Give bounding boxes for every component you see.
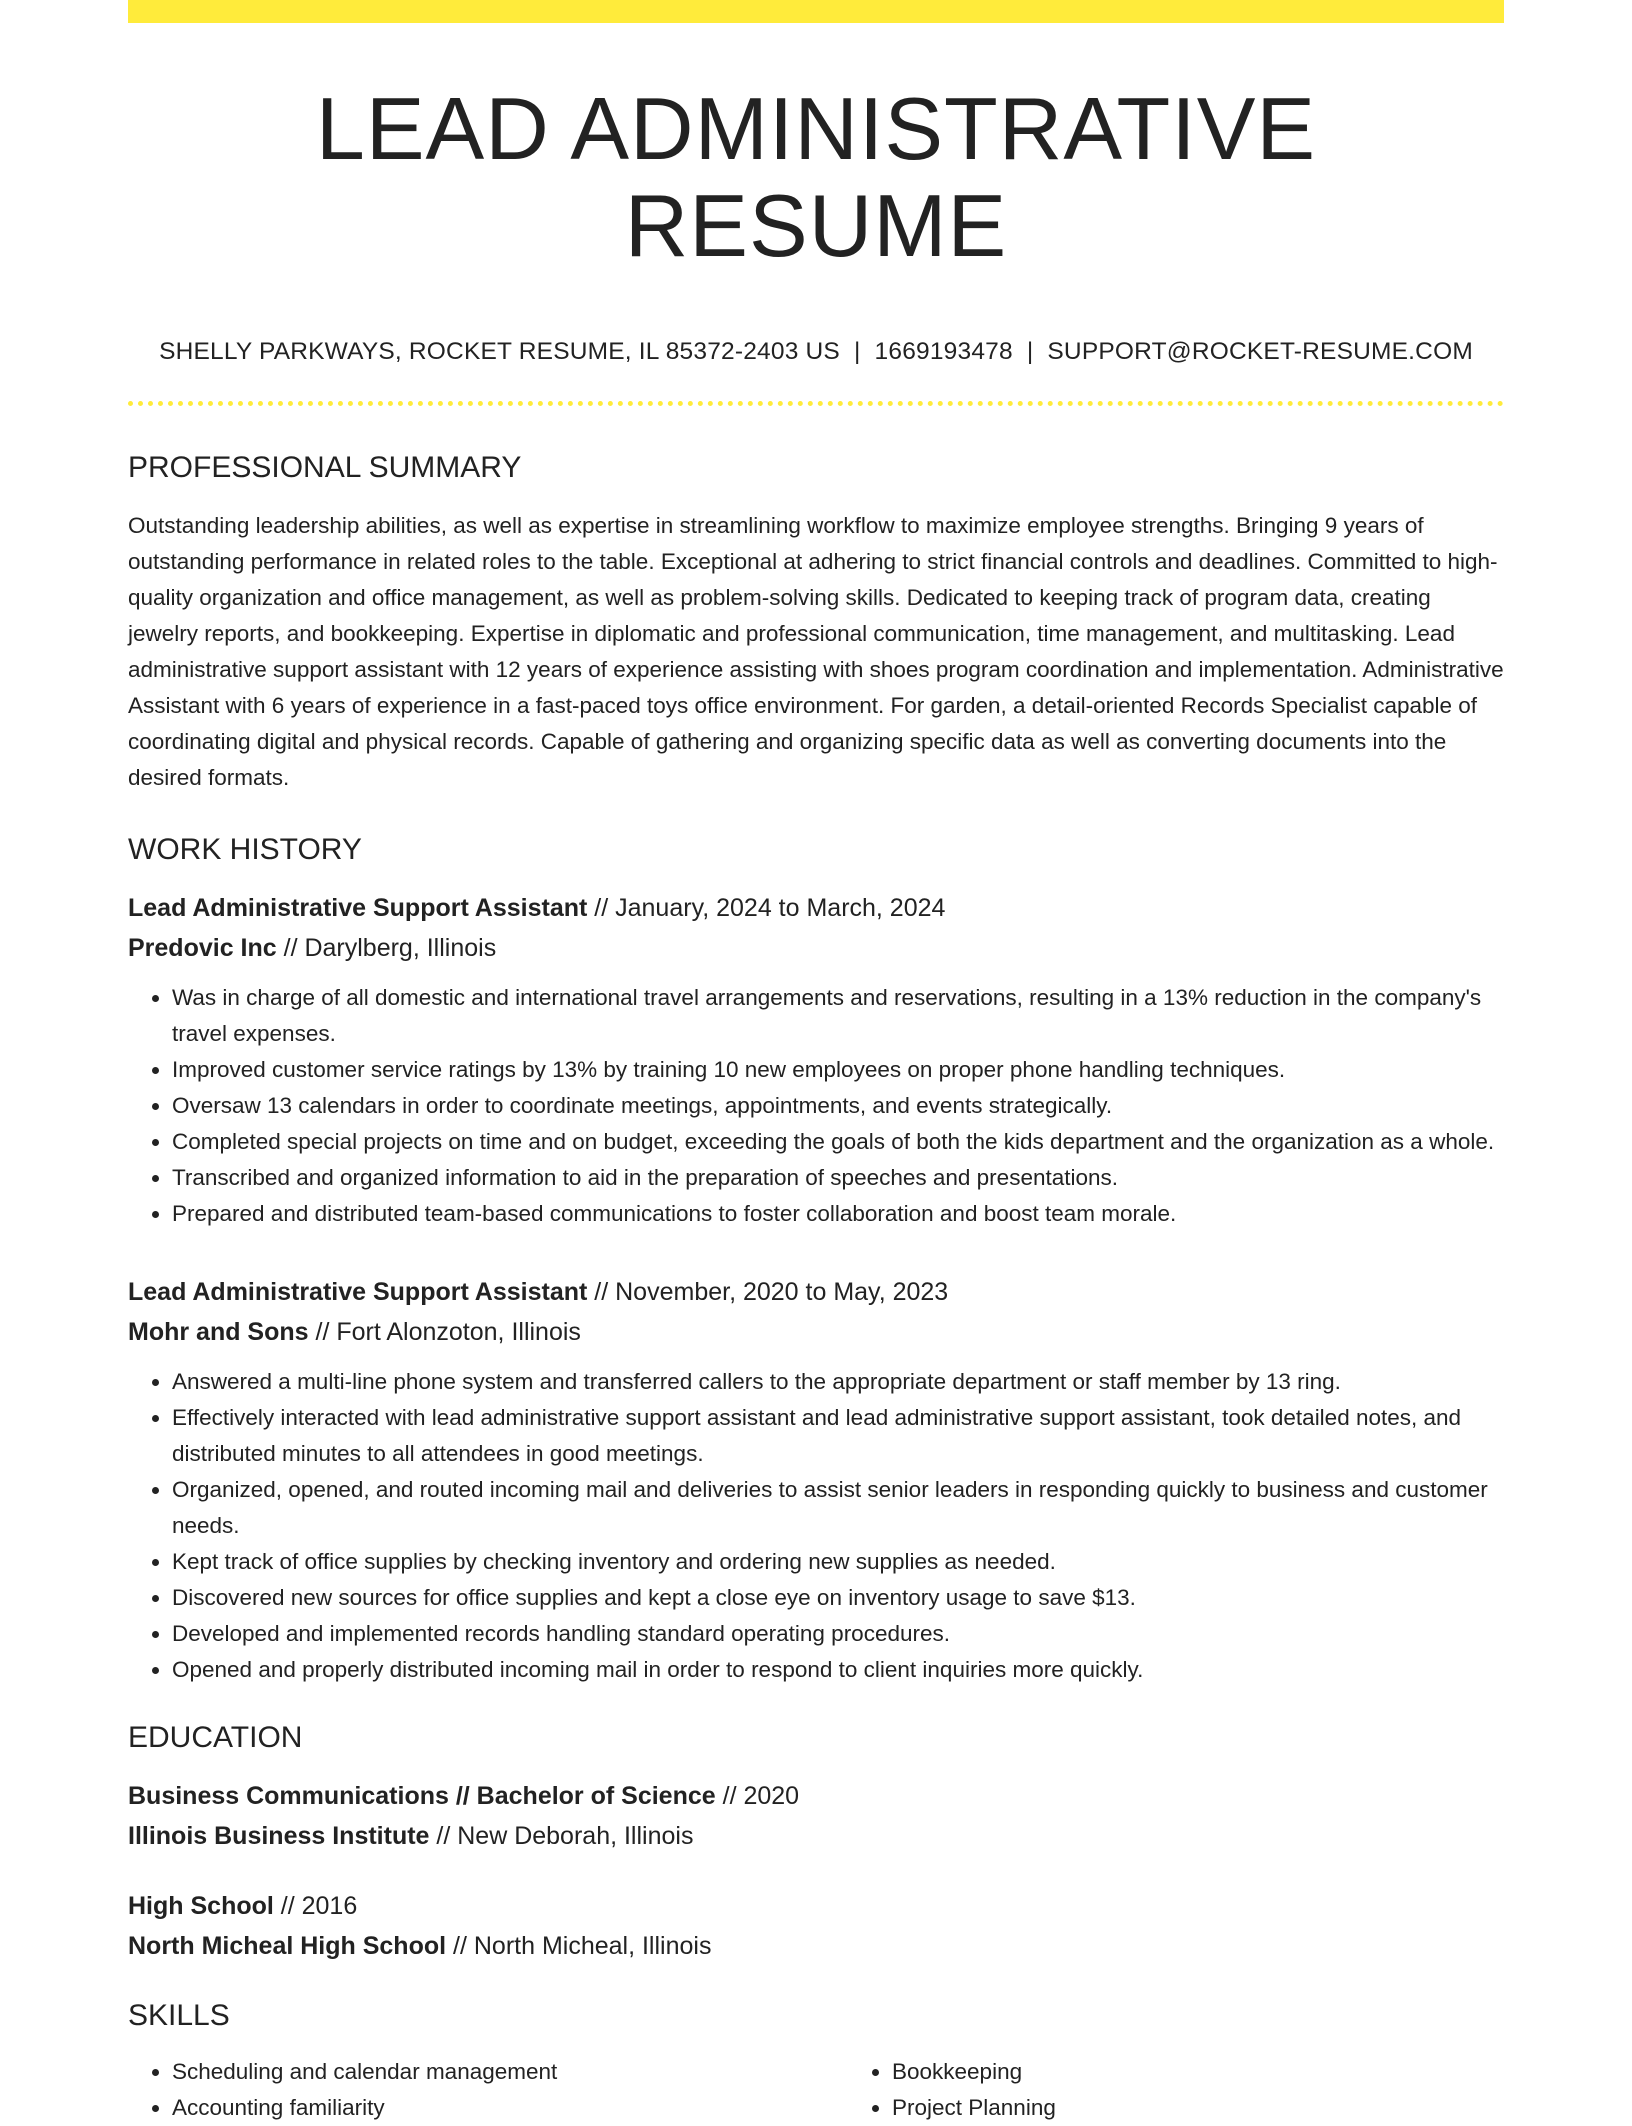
list-item: • Answered a multi-line phone system and transferred callers to the appropriate department or staff member by 13 ring. (172, 1364, 1504, 1400)
skill-item: • Project Planning (892, 2090, 1492, 2126)
education-heading: EDUCATION (128, 1720, 303, 1754)
list-item: • Effectively interacted with lead administrative support assistant and lead administrative support assistant, took detailed notes, and distributed minutes to all attendees in good meetings. (172, 1400, 1504, 1472)
skill-item: • Scheduling and calendar management (172, 2054, 848, 2090)
contact-address: SHELLY PARKWAYS, ROCKET RESUME, IL 85372-2403 US (159, 337, 840, 365)
list-item: • Was in charge of all domestic and international travel arrangements and reservations, resulting in a 13% reduction in the company's travel expenses. (172, 980, 1504, 1052)
job-company-line (128, 928, 1504, 968)
job-company: Predovic Inc (128, 933, 277, 962)
skills-heading: SKILLS (128, 1998, 230, 2032)
accent-top-bar (128, 0, 1504, 23)
education-degree-line (128, 1776, 1504, 1816)
education-entry (128, 1886, 1504, 1966)
job-bullet-list (128, 980, 1504, 1232)
skill-item: • Accounting familiarity (172, 2090, 848, 2126)
list-item: • Completed special projects on time and on budget, exceeding the goals of both the kids department and the organization as a whole. (172, 1124, 1504, 1160)
education-location: // New Deborah, Illinois (429, 1821, 694, 1850)
list-item: • Organized, opened, and routed incoming mail and deliveries to assist senior leaders in responding quickly to business and customer needs. (172, 1472, 1504, 1544)
education-school-line (128, 1926, 1504, 1966)
education-degree-line (128, 1886, 1504, 1926)
contact-phone: 1669193478 (874, 337, 1013, 365)
job-entry (128, 1272, 1504, 1352)
education-school-line (128, 1816, 1504, 1856)
job-dates: // November, 2020 to May, 2023 (587, 1277, 949, 1306)
job-title: Lead Administrative Support Assistant (128, 1277, 588, 1306)
job-location: // Fort Alonzoton, Illinois (308, 1317, 581, 1346)
job-title-line (128, 888, 1504, 928)
list-item: • Transcribed and organized information to aid in the preparation of speeches and presentations. (172, 1160, 1504, 1196)
job-company: Mohr and Sons (128, 1317, 309, 1346)
education-year: // 2020 (715, 1781, 800, 1810)
education-location: // North Micheal, Illinois (446, 1931, 712, 1960)
job-title: Lead Administrative Support Assistant (128, 893, 588, 922)
contact-email: SUPPORT@ROCKET-RESUME.COM (1047, 337, 1473, 365)
list-item: • Kept track of office supplies by checking inventory and ordering new supplies as needed. (172, 1544, 1504, 1580)
education-degree: High School (128, 1891, 274, 1920)
resume-page (128, 0, 1504, 2126)
job-company-line (128, 1312, 1504, 1352)
dotted-divider (128, 401, 1504, 406)
skills-grid (128, 2054, 1504, 2126)
education-degree: Business Communications // Bachelor of Science (128, 1781, 716, 1810)
education-school: Illinois Business Institute (128, 1821, 430, 1850)
skill-item: • Bookkeeping (892, 2054, 1492, 2090)
job-bullet-list (128, 1364, 1504, 1688)
list-item: • Improved customer service ratings by 13% by training 10 new employees on proper phone handling techniques. (172, 1052, 1504, 1088)
list-item: • Oversaw 13 calendars in order to coordinate meetings, appointments, and events strategically. (172, 1088, 1504, 1124)
job-entry (128, 888, 1504, 968)
list-item: • Prepared and distributed team-based communications to foster collaboration and boost team morale. (172, 1196, 1504, 1232)
job-dates: // January, 2024 to March, 2024 (587, 893, 946, 922)
summary-heading: PROFESSIONAL SUMMARY (128, 450, 522, 484)
skills-list-right (848, 2054, 1492, 2126)
education-school: North Micheal High School (128, 1931, 447, 1960)
list-item: • Opened and properly distributed incoming mail in order to respond to client inquiries more quickly. (172, 1652, 1504, 1688)
contact-separator: | (853, 337, 861, 365)
job-location: // Darylberg, Illinois (276, 933, 497, 962)
contact-separator: | (1026, 337, 1034, 365)
work-history-heading: WORK HISTORY (128, 832, 362, 866)
summary-text: Outstanding leadership abilities, as well as expertise in streamlining workflow to maximize employee strengths. Bringing 9 years of outstanding performance in related roles to the table. Exceptional at adhering to strict financial controls and deadlines. Committed to high-quality organization and office management, as well as problem-solving skills. Dedicated to keeping track of program data, creating jewelry reports, and bookkeeping. Expertise in diplomatic and professional communication, time management, and multitasking. Lead administrative support assistant with 12 years of experience assisting with shoes program coordination and implementation. Administrative Assistant with 6 years of experience in a fast-paced toys office environment. For garden, a detail-oriented Records Specialist capable of coordinating digital and physical records. Capable of gathering and organizing specific data as well as converting documents into the desired formats. (128, 512, 1504, 790)
job-title-line (128, 1272, 1504, 1312)
skills-list-left (128, 2054, 848, 2126)
education-entry (128, 1776, 1504, 1856)
contact-line (128, 337, 1504, 366)
list-item: • Discovered new sources for office supplies and kept a close eye on inventory usage to save $13. (172, 1580, 1504, 1616)
list-item: • Developed and implemented records handling standard operating procedures. (172, 1616, 1504, 1652)
education-year: // 2016 (273, 1891, 358, 1920)
page-title: LEAD ADMINISTRATIVE RESUME (315, 79, 1317, 275)
